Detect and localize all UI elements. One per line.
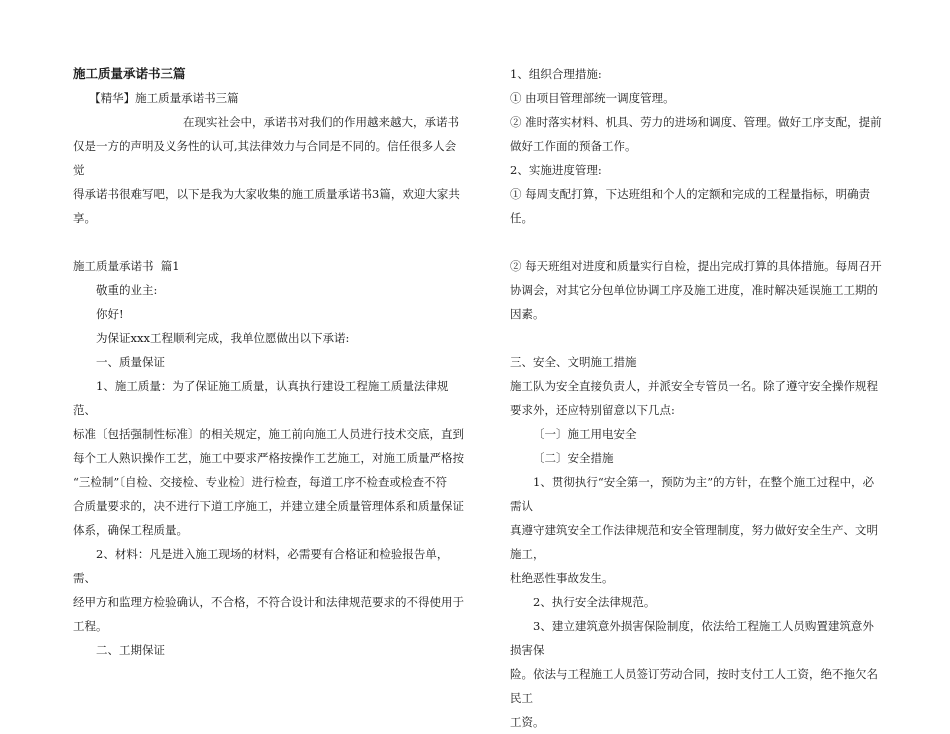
progress-heading: 2、实施进度管理: <box>510 163 602 177</box>
safety-heading: 三、安全、文明施工措施 <box>510 355 637 369</box>
quality-line-5: 合质量要求的，决不进行下道工序施工，并建立建全质量管理体系和质量保证 <box>73 499 464 513</box>
document-title: 施工质量承诺书三篇 <box>73 66 186 81</box>
org-heading: 1、组织合理措施: <box>510 67 602 81</box>
promise-intro: 为保证xxx工程顺利完成，我单位愿做出以下承诺: <box>96 331 350 345</box>
safety-item-2: 2、执行安全法律规范。 <box>533 595 656 609</box>
quality-line-1: 1、施工质量：为了保证施工质量，认真执行建设工程施工质量法律规范、 <box>73 379 449 417</box>
safety-intro-line-2: 要求外，还应特别留意以下几点: <box>510 403 675 417</box>
safety-item-1-line-2: 真遵守建筑安全工作法律规范和安全管理制度，努力做好安全生产、文明施工， <box>510 523 878 561</box>
document-subtitle: 【精华】施工质量承诺书三篇 <box>89 91 239 105</box>
quality-line-6: 体系，确保工程质量。 <box>73 523 188 537</box>
greeting: 敬重的业主: <box>96 283 158 297</box>
quality-heading: 一、质量保证 <box>96 355 165 369</box>
right-column <box>510 62 882 734</box>
intro-line-1: 在现实社会中，承诺书对我们的作用越来越大，承诺书 <box>183 115 459 129</box>
org-item-2-line-2: 做好工作面的预备工作。 <box>510 139 637 153</box>
safety-item-3-line-2: 险。依法与工程施工人员签订劳动合同，按时支付工人工资，绝不拖欠名民工 <box>510 667 878 705</box>
progress-item-2-line-1: ② 每天班组对进度和质量实行自检，提出完成打算的具体措施。每周召开 <box>510 259 882 273</box>
quality-line-4: “三检制”〔自检、交接检、专业检〕进行检查，每道工序不检查或检查不符 <box>73 475 448 489</box>
left-column <box>73 62 465 662</box>
safety-item-3-line-1: 3、建立建筑意外损害保险制度，依法给工程施工人员购置建筑意外损害保 <box>510 619 874 657</box>
quality-line-2: 标准〔包括强制性标准〕的相关规定，施工前向施工人员进行技术交底，直到 <box>73 427 464 441</box>
section-heading: 施工质量承诺书 篇1 <box>73 259 180 273</box>
intro-line-3: 得承诺书很难写吧，以下是我为大家收集的施工质量承诺书3篇，欢迎大家共 <box>73 187 460 201</box>
safety-item-1-line-1: 1、贯彻执行“安全第一，预防为主”的方针，在整个施工过程中，必需认 <box>510 475 875 513</box>
org-item-1: ① 由项目管理部统一调度管理。 <box>510 91 675 105</box>
quality-line-3: 每个工人熟识操作工艺，施工中要求严格按操作工艺施工，对施工质量严格按 <box>73 451 464 465</box>
progress-item-1: ① 每周支配打算，下达班组和个人的定额和完成的工程量指标，明确责任。 <box>510 187 871 225</box>
materials-line-3: 工程。 <box>73 619 108 633</box>
progress-item-2-line-2: 协调会，对其它分包单位协调工序及施工进度，准时解决延误施工工期的因素。 <box>510 283 878 321</box>
org-item-2-line-1: ② 准时落实材料、机具、劳力的进场和调度、管理。做好工序支配，提前 <box>510 115 882 129</box>
electric-safety: 〔一〕施工用电安全 <box>533 427 637 441</box>
hello-line: 你好! <box>96 307 124 321</box>
safety-measures: 〔二〕安全措施 <box>533 451 614 465</box>
intro-line-2: 仅是一方的声明及义务性的认可,其法律效力与合同是不同的。信任很多人会觉 <box>73 139 457 177</box>
safety-intro-line-1: 施工队为安全直接负责人，并派安全专管员一名。除了遵守安全操作规程 <box>510 379 878 393</box>
safety-item-1-line-3: 杜绝恶性事故发生。 <box>510 571 614 585</box>
schedule-heading: 二、工期保证 <box>96 643 165 657</box>
materials-line-2: 经甲方和监理方检验确认，不合格，不符合设计和法律规范要求的不得使用于 <box>73 595 464 609</box>
safety-item-3-line-3: 工资。 <box>510 715 545 729</box>
materials-line-1: 2、材料：凡是进入施工现场的材料，必需要有合格证和检验报告单，需、 <box>73 547 449 585</box>
intro-line-4: 享。 <box>73 211 96 225</box>
